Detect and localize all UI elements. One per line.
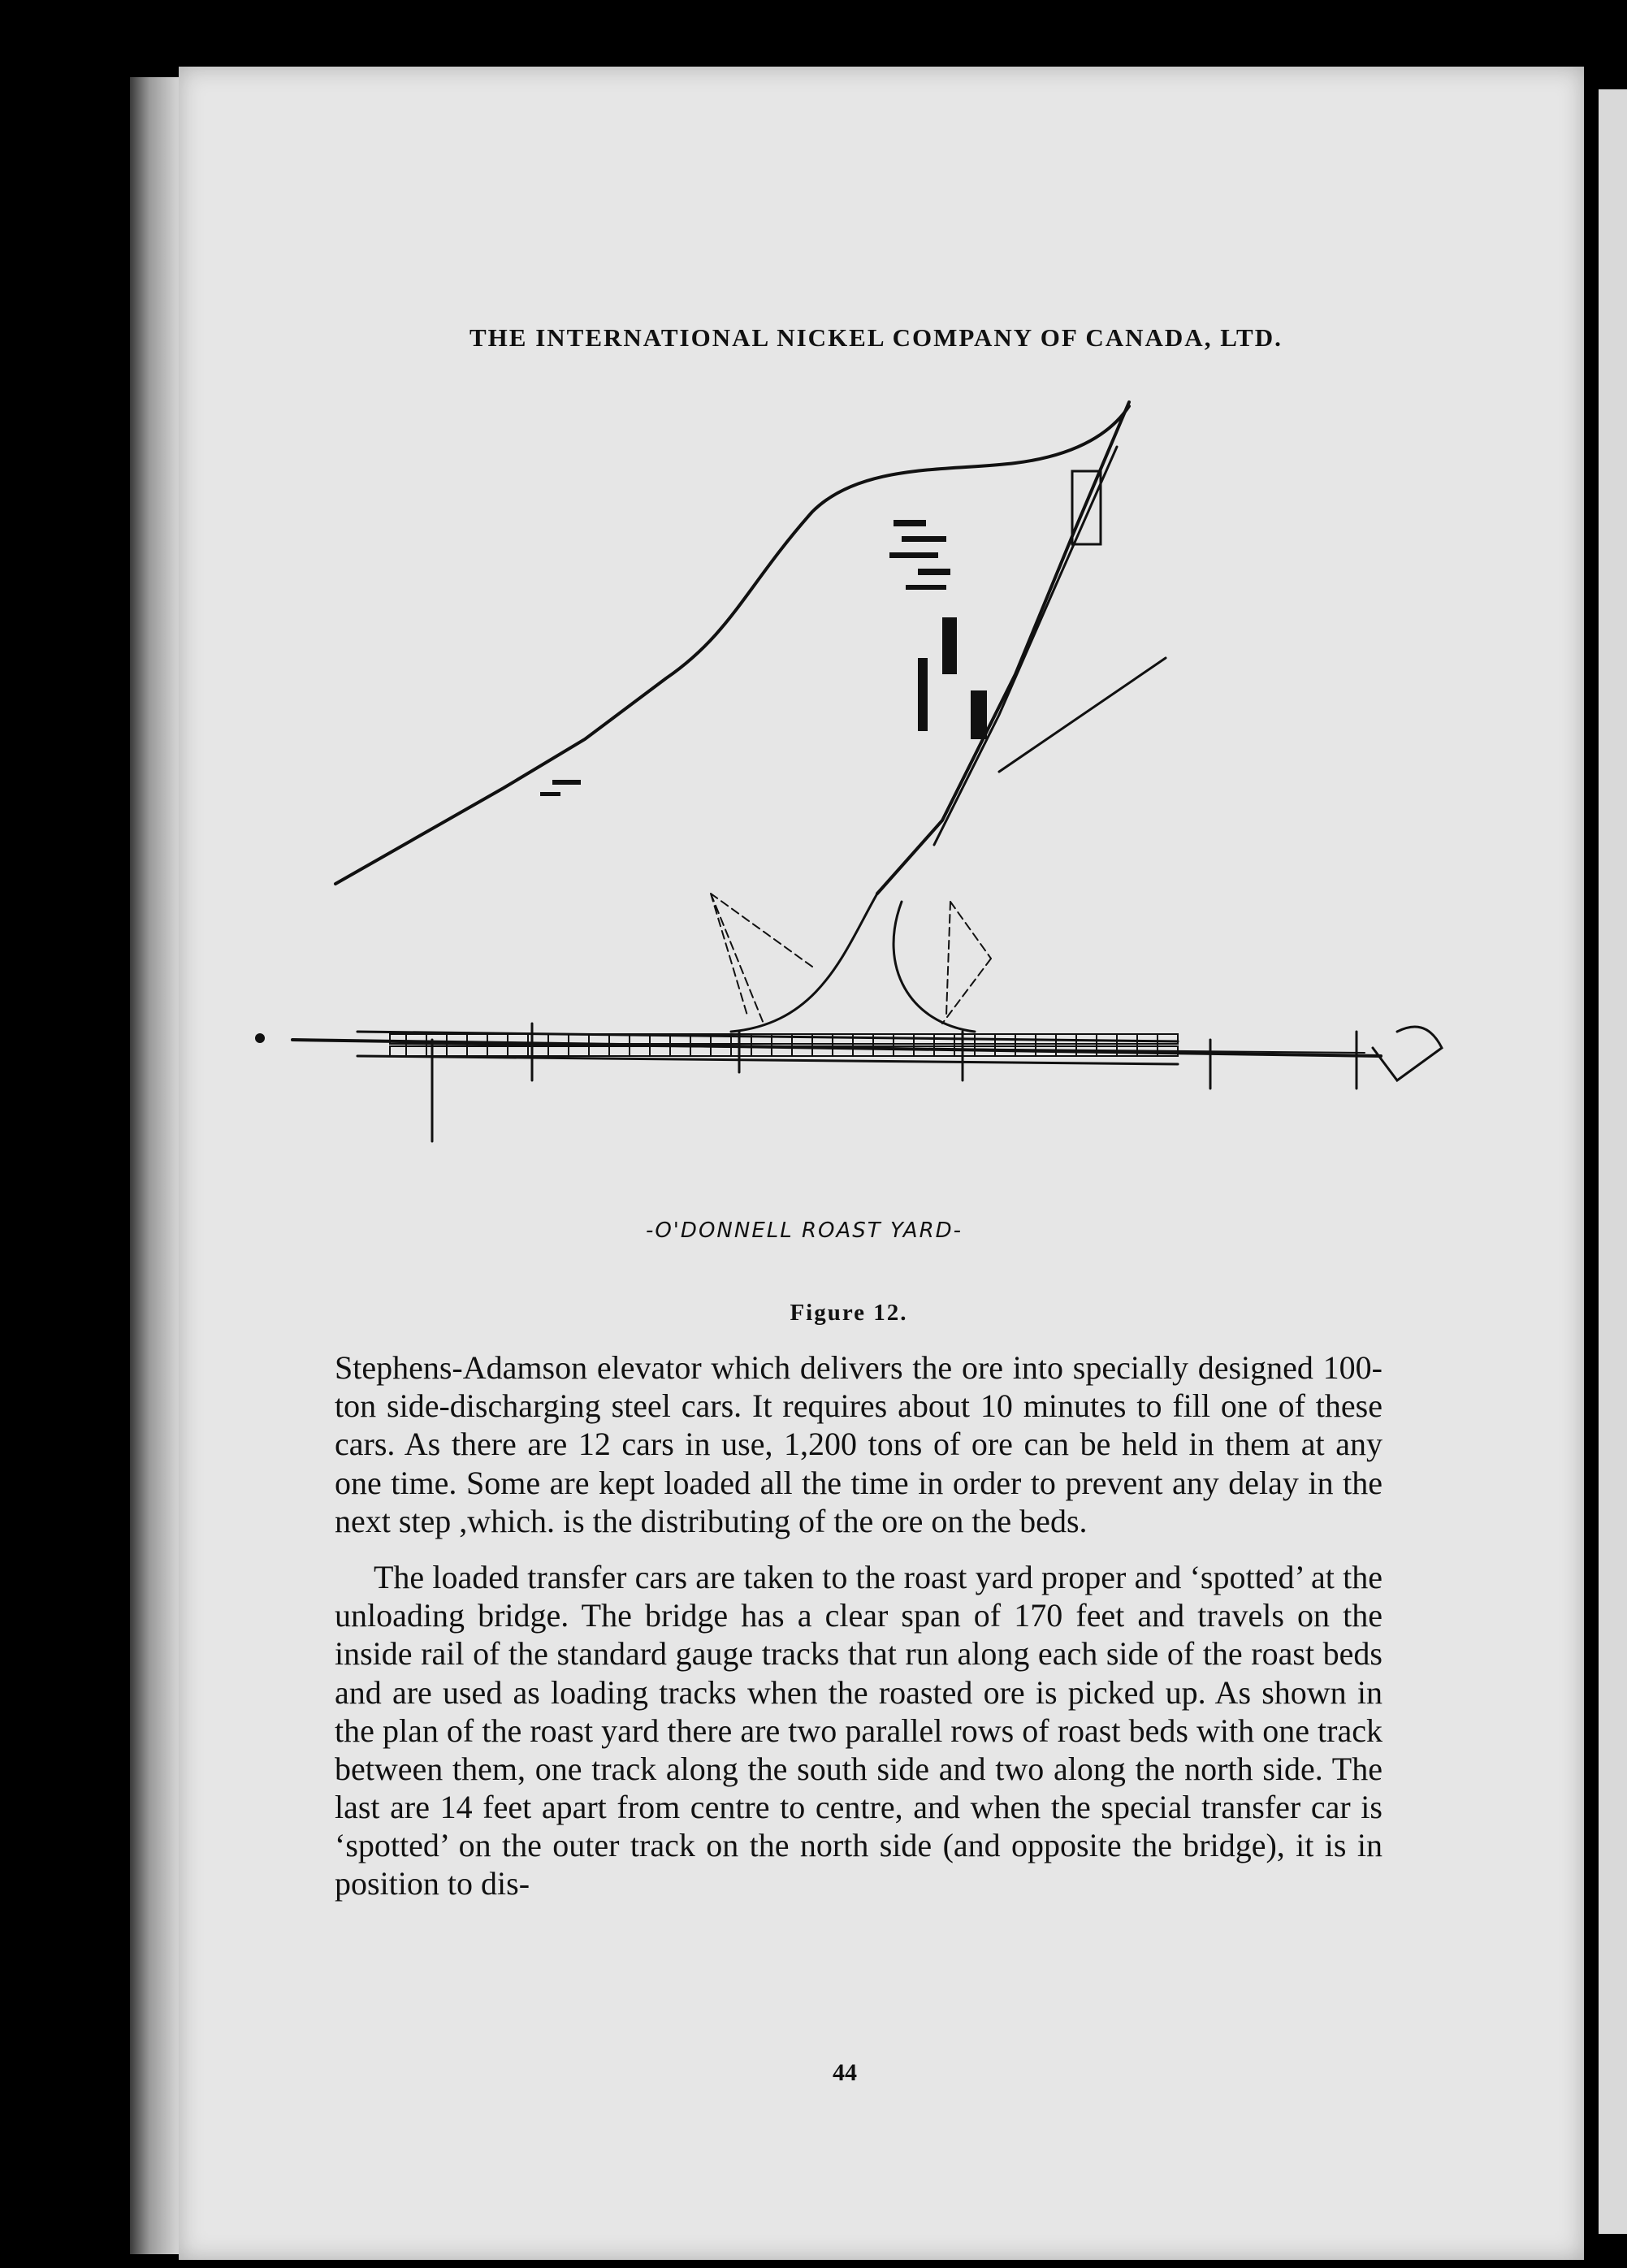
body-text	[335, 1348, 1383, 1921]
plan-main-diagonal-track	[877, 402, 1129, 894]
plan-building-cluster	[540, 471, 1101, 796]
running-header: THE INTERNATIONAL NICKEL COMPANY OF CANADA, LTD.	[469, 323, 1283, 352]
paragraph: The loaded transfer cars are taken to the roast yard proper and ‘spotted’ at the unloading bridge. The bridge has a clear span of 170 feet and travels on the inside rail of the standard gauge tracks that run along each side of the roast beds and are used as loading tracks when the roasted ore is picked up. As shown in the plan of the roast yard there are two parallel rows of roast beds with one track between them, one track along the south side and two along the north side. The last are 14 feet apart from centre to centre, and when the special transfer car is ‘spotted’ on the outer track on the north side (and opposite the bridge), it is in position to dis-	[335, 1558, 1383, 1902]
plan-south-curve	[731, 894, 877, 1032]
facing-page-edge	[1599, 89, 1627, 2234]
page-number: 44	[833, 2059, 857, 2086]
figure-label: Figure 12.	[790, 1300, 908, 1326]
roast-yard-plan-drawing	[244, 382, 1462, 1210]
plan-boundary-line	[335, 406, 1129, 884]
paragraph: Stephens-Adamson elevator which delivers the ore into specially designed 100-ton side-discharging steel cars. It requires about 10 minutes to fill one of these cars. As there are 12 cars in use, 1,200 tons of ore can be held in them at any one time. Some are kept loaded all the time in order to prevent any delay in the next step ,which. is the distributing of the ore on the beds.	[335, 1349, 1383, 1539]
plan-east-branch-track	[999, 658, 1166, 772]
plan-caption: -O'DONNELL ROAST YARD-	[645, 1218, 963, 1243]
